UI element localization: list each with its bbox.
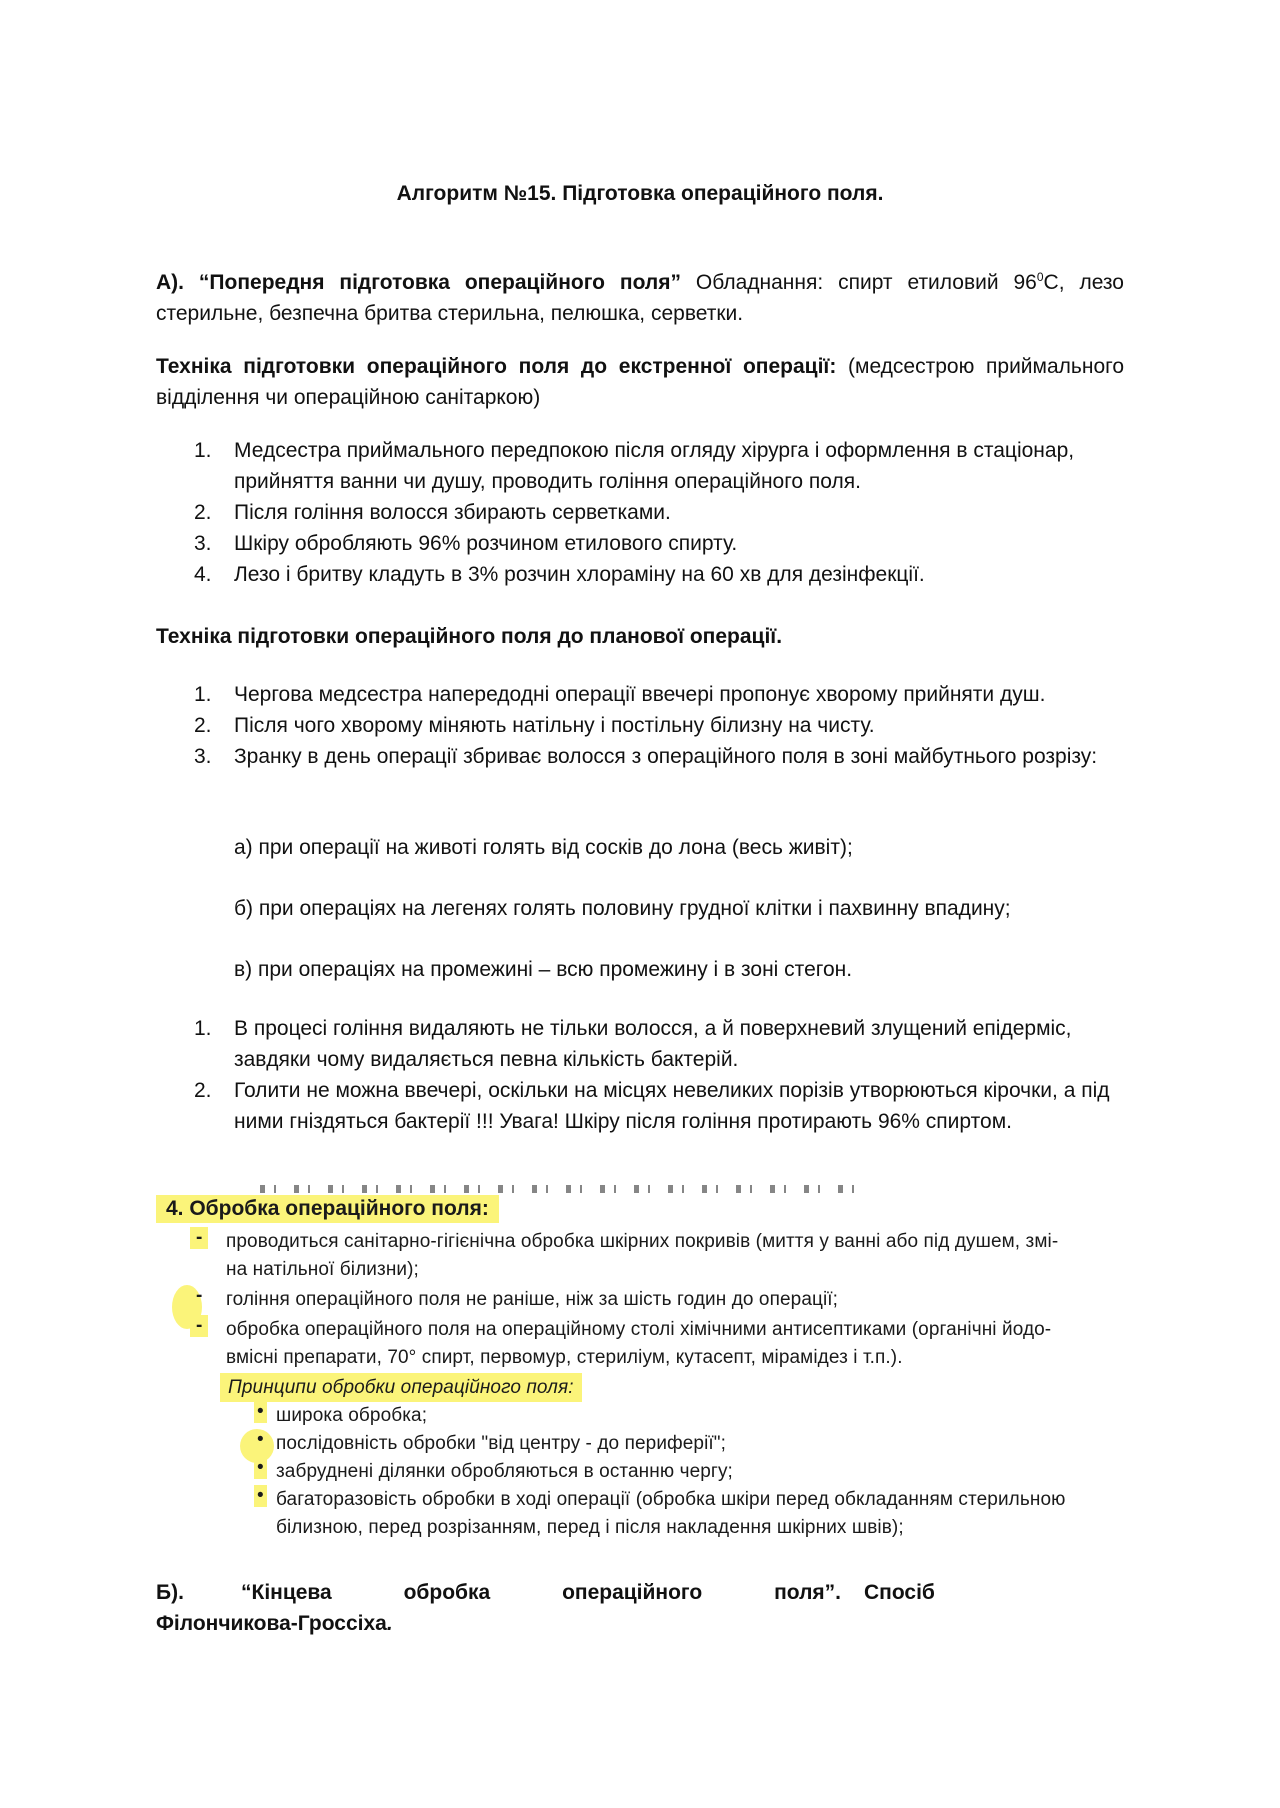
list-item [156, 741, 1124, 772]
list-item-text: Лезо і бритву кладуть в 3% розчин хлораміну на 60 хв для дезінфекції. [234, 563, 925, 586]
scan-line: обробка операційного поля на операційному столі хімічними антисептиками (органічні йодо- [226, 1319, 1052, 1340]
emergency-paragraph [156, 351, 1124, 413]
principle-item: широка обробка; [276, 1405, 428, 1426]
section-b-heading [241, 1577, 841, 1608]
list-item [156, 1075, 1124, 1137]
list-item [156, 710, 1124, 741]
dash-marker: - [196, 1285, 203, 1306]
planned-list [156, 679, 1124, 772]
list-item-text: Після чого хворому міняють натільну і постільну білизну на чисту. [234, 714, 875, 737]
section-b-dot: . [386, 1612, 393, 1635]
bullet-marker: • [254, 1401, 267, 1423]
equipment-text: Обладнання: спирт етиловий 96 [681, 271, 1037, 294]
planned-list-continued [156, 1013, 1124, 1137]
section-a-label: А). [156, 271, 184, 294]
equipment-text-rest: С, лезо стерильне, безпечна бритва стерильна, пелюшка, серветки. [156, 271, 1124, 325]
list-item-text: Зранку в день операції збриває волосся з операційного поля в зоні майбутнього розрізу: [234, 745, 1098, 768]
sub-item-b: б) при операціях на легенях голять половину грудної клітки і пахвинну впадину; [234, 897, 1011, 920]
section-b-label: Б). [156, 1581, 184, 1604]
list-item [156, 497, 1124, 528]
list-item-text: Чергова медсестра напередодні операції ввечері пропонує хворому прийняти душ. [234, 683, 1046, 706]
heading-word: обробка [403, 1581, 491, 1604]
principles-heading: Принципи обробки операційного поля: [220, 1373, 582, 1402]
dash-marker: - [190, 1315, 208, 1337]
list-item [156, 679, 1124, 710]
list-item [156, 559, 1124, 590]
list-item-text: Голити не можна ввечері, оскільки на місцях невеликих порізів утворюються кірочки, а під ними гніздяться бактерії !!! Увага! Шкіру після гоління протирають 96% спиртом. [234, 1079, 1110, 1133]
list-number: 4. [194, 563, 212, 586]
scan-line: проводиться санітарно-гігієнічна обробка шкірних покривів (миття у ванні або під душем, змі- [226, 1231, 1059, 1252]
section-a-heading: “Попередня підготовка операційного поля” [198, 271, 682, 294]
heading-word: “Кінцева [241, 1581, 332, 1604]
scan-heading: 4. Обробка операційного поля: [156, 1195, 499, 1223]
scanned-excerpt [150, 1185, 1190, 1570]
list-item-text: В процесі гоління видаляють не тільки волосся, а й поверхневий злущений епідерміс, завдяки чому видаляється певна кількість бактерій. [234, 1017, 1072, 1071]
principle-item: білизною, перед розрізанням, перед і після накладення шкірних швів); [276, 1517, 904, 1538]
heading-word: поля”. [774, 1581, 841, 1604]
scan-line: вмісні препарати, 70° спирт, первомур, стериліум, кутасепт, мірамідез і т.п.). [226, 1347, 903, 1368]
planned-heading: Техніка підготовки операційного поля до планової операції. [156, 625, 783, 648]
emergency-heading: Техніка підготовки операційного поля до екстренної операції: [156, 355, 837, 378]
scan-line: гоління операційного поля не раніше, ніж за шість годин до операції; [226, 1289, 839, 1310]
page-title: Алгоритм №15. Підготовка операційного поля. [396, 182, 884, 205]
bullet-marker: • [257, 1429, 264, 1450]
degree-superscript: 0 [1036, 270, 1044, 284]
principle-item: забруднені ділянки обробляються в останню чергу; [276, 1461, 733, 1482]
emergency-list [156, 435, 1124, 590]
list-item [156, 1013, 1124, 1075]
list-item-text: Медсестра приймального передпокою після огляду хірурга і оформлення в стаціонар, прийняття ванни чи душу, проводить гоління операційного поля. [234, 439, 1075, 493]
bullet-marker: • [254, 1457, 267, 1479]
list-number: 1. [194, 1017, 212, 1040]
list-number: 2. [194, 714, 212, 737]
cropped-text-remnant [260, 1185, 860, 1193]
heading-word: операційного [562, 1581, 703, 1604]
sub-item-a: а) при операції на животі голять від сосків до лона (весь живіт); [234, 836, 853, 859]
list-number: 2. [194, 1079, 212, 1102]
list-number: 1. [194, 683, 212, 706]
list-number: 3. [194, 745, 212, 768]
dash-marker: - [190, 1227, 208, 1249]
list-number: 1. [194, 439, 212, 462]
sub-item-c: в) при операціях на промежині – всю промежину і в зоні стегон. [234, 958, 853, 981]
emergency-note: (медсестрою приймального відділення чи операційною санітаркою) [156, 355, 1125, 409]
list-item [156, 435, 1124, 497]
principle-item: багаторазовість обробки в ході операції (обробка шкіри перед обкладанням стерильною [276, 1489, 1066, 1510]
list-item-text: Шкіру обробляють 96% розчином етилового спирту. [234, 532, 738, 555]
list-number: 3. [194, 532, 212, 555]
scan-line: на натільної білизни); [226, 1259, 419, 1280]
section-b-author: Філончикова-Гроссіха [156, 1612, 387, 1635]
section-b-author-line [156, 1608, 393, 1639]
list-number: 2. [194, 501, 212, 524]
list-item [156, 528, 1124, 559]
principle-item: послідовність обробки "від центру - до периферії"; [276, 1433, 727, 1454]
section-b-line [156, 1577, 956, 1608]
section-b-method: Спосіб [864, 1581, 935, 1604]
bullet-marker: • [254, 1485, 267, 1507]
list-item-text: Після гоління волосся збирають серветками. [234, 501, 671, 524]
section-a-paragraph [156, 262, 1124, 329]
